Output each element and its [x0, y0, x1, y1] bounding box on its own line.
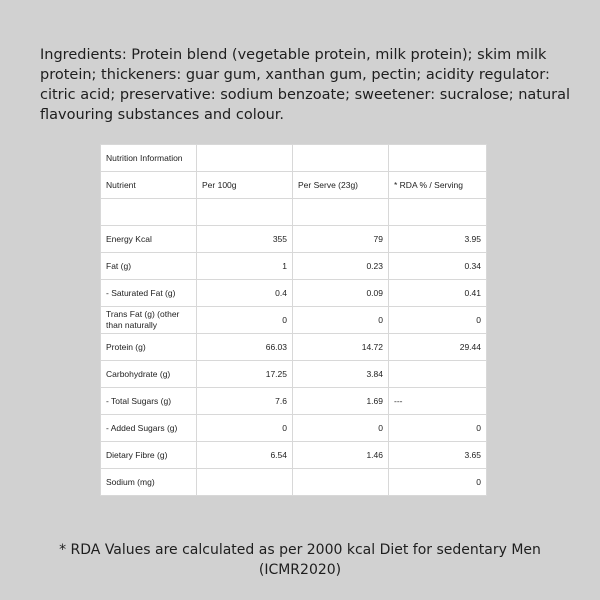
nutrient-value-cell: 1.69 — [293, 388, 389, 415]
table-row — [101, 469, 487, 496]
nutrient-value-cell: 3.65 — [389, 442, 487, 469]
nutrient-name-cell: - Added Sugars (g) — [101, 415, 197, 442]
nutrient-value-cell: 0 — [389, 415, 487, 442]
table-spacer-row — [101, 199, 487, 226]
nutrient-value-cell: 355 — [197, 226, 293, 253]
nutrient-value-cell: 1 — [197, 253, 293, 280]
nutrient-name-cell: Fat (g) — [101, 253, 197, 280]
header-per-100g: Per 100g — [197, 172, 293, 199]
nutrient-value-cell: 14.72 — [293, 334, 389, 361]
table-row — [101, 334, 487, 361]
nutrient-name-cell: - Saturated Fat (g) — [101, 280, 197, 307]
nutrient-value-cell: 0 — [293, 307, 389, 334]
nutrient-name-cell: Protein (g) — [101, 334, 197, 361]
nutrient-value-cell: 0 — [389, 307, 487, 334]
nutrient-value-cell — [389, 361, 487, 388]
nutrient-name-cell: Sodium (mg) — [101, 469, 197, 496]
nutrient-value-cell: 0 — [197, 307, 293, 334]
nutrient-name-cell: Dietary Fibre (g) — [101, 442, 197, 469]
nutrient-value-cell: 3.95 — [389, 226, 487, 253]
rda-footnote: * RDA Values are calculated as per 2000 kcal Diet for sedentary Men (ICMR2020) — [59, 542, 541, 578]
nutrient-value-cell: 0 — [389, 469, 487, 496]
nutrient-value-cell: 7.6 — [197, 388, 293, 415]
table-row — [101, 280, 487, 307]
table-row — [101, 415, 487, 442]
table-title-row — [101, 145, 487, 172]
nutrient-value-cell: 66.03 — [197, 334, 293, 361]
nutrient-value-cell: 1.46 — [293, 442, 389, 469]
nutrient-value-cell: --- — [389, 388, 487, 415]
table-title: Nutrition Information — [101, 145, 197, 172]
nutrient-value-cell: 29.44 — [389, 334, 487, 361]
table-row — [101, 442, 487, 469]
header-rda: * RDA % / Serving — [389, 172, 487, 199]
nutrient-value-cell: 0 — [293, 415, 389, 442]
nutrient-value-cell: 0.23 — [293, 253, 389, 280]
nutrient-value-cell: 0.34 — [389, 253, 487, 280]
nutrient-name-cell: - Total Sugars (g) — [101, 388, 197, 415]
nutrient-value-cell: 17.25 — [197, 361, 293, 388]
nutrient-value-cell: 0.4 — [197, 280, 293, 307]
nutrient-value-cell: 6.54 — [197, 442, 293, 469]
nutrient-name-cell: Carbohydrate (g) — [101, 361, 197, 388]
nutrient-value-cell: 0.41 — [389, 280, 487, 307]
nutrient-value-cell: 79 — [293, 226, 389, 253]
table-row — [101, 226, 487, 253]
nutrient-value-cell: 0.09 — [293, 280, 389, 307]
header-nutrient: Nutrient — [101, 172, 197, 199]
header-per-serve: Per Serve (23g) — [293, 172, 389, 199]
table-row — [101, 307, 487, 334]
nutrient-name-cell: Energy Kcal — [101, 226, 197, 253]
nutrient-value-cell — [197, 469, 293, 496]
nutrient-value-cell: 0 — [197, 415, 293, 442]
ingredients-text: Ingredients: Protein blend (vegetable protein, milk protein); skim milk protein; thickeners: guar gum, xanthan gum, pectin; acidity regulator: citric acid; preservative: sodium benzoate; sweetener: sucralose; natural flavouring substances and colour. — [40, 47, 571, 123]
nutrient-value-cell — [293, 469, 389, 496]
nutrient-name-cell: Trans Fat (g) (other than naturally — [101, 307, 197, 334]
table-row — [101, 253, 487, 280]
table-header-row — [101, 172, 487, 199]
nutrient-value-cell: 3.84 — [293, 361, 389, 388]
nutrition-table — [100, 144, 487, 496]
table-row — [101, 388, 487, 415]
table-row — [101, 361, 487, 388]
